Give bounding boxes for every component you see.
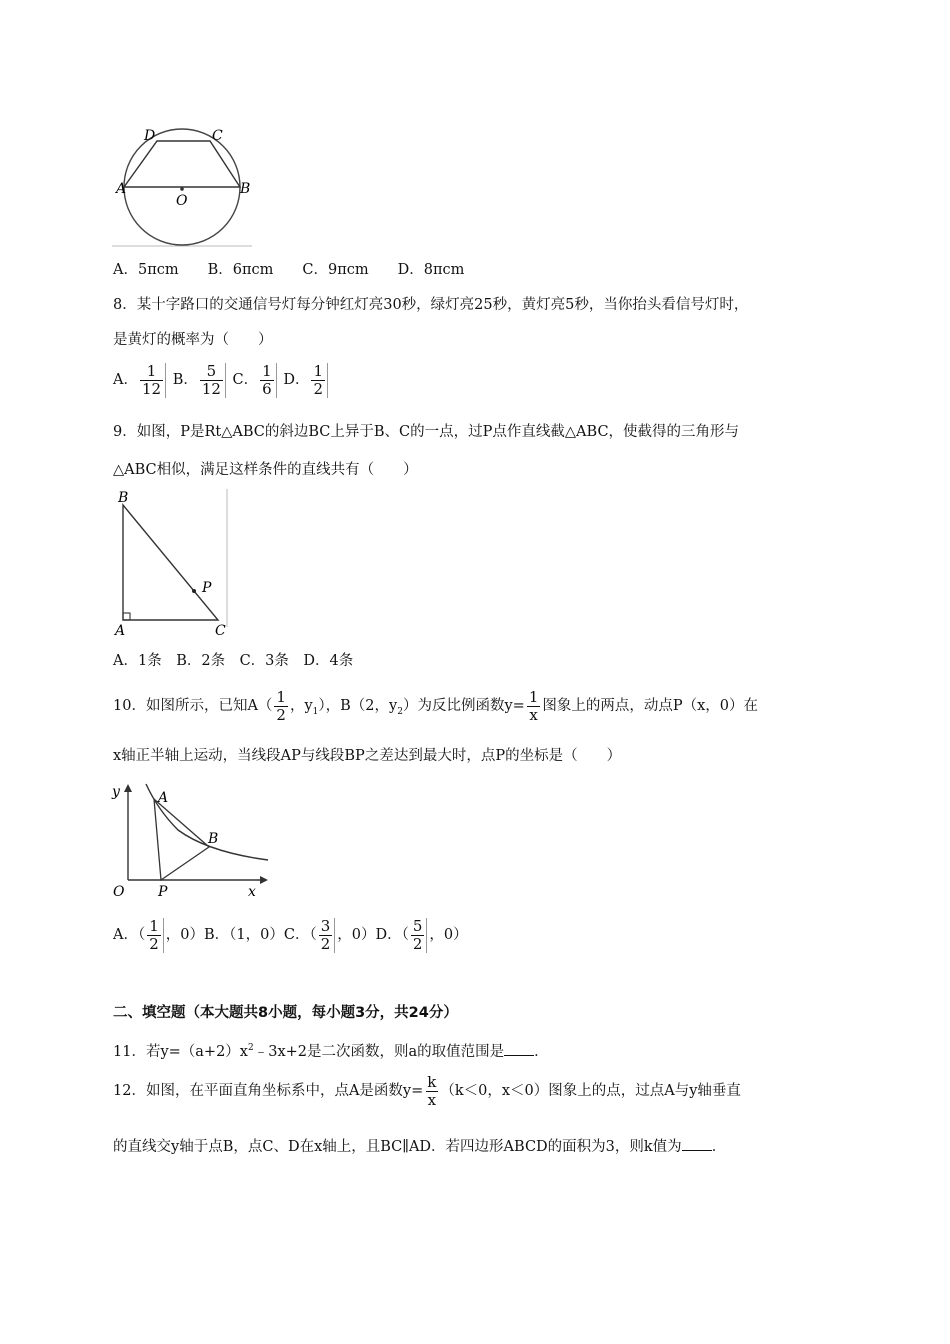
q8-line2: 是黄灯的概率为（ ）	[113, 332, 273, 348]
q10-line1: 10．如图所示，已知A（ $\frac{1}{2}$ ，$y_1$），B（2，$y_2$）为反比例函数y= $\frac{1}{x}$ 图象上的两点，动点P（x，0）在	[113, 687, 759, 724]
figure-q9-triangle	[112, 487, 232, 642]
fig10-label-a: A	[158, 790, 169, 806]
fig10-label-b: B	[208, 831, 219, 847]
fig10-label-p: P	[158, 884, 168, 900]
q8-line1: 8．某十字路口的交通信号灯每分钟红灯亮30秒，绿灯亮25秒，黄灯亮5秒，当你抬头看信号灯时，	[113, 297, 749, 313]
q9-line1: 9．如图，P是Rt△ABC的斜边BC上异于B、C的一点，过P点作直线截△ABC，使截得的三角形与	[113, 424, 740, 440]
fig7-label-c: C	[212, 128, 223, 144]
q12-line2: 的直线交y轴于点B，点C、D在x轴上，且BC∥AD．若四边形ABCD的面积为3，则k值为 ．	[113, 1139, 727, 1155]
fig10-label-x: x	[248, 884, 256, 900]
q10-function-fraction: $\frac{1}{x}$	[528, 687, 539, 724]
q10-option-d-fraction: $\frac{5}{2}$	[411, 918, 428, 953]
q12-function-fraction: $\frac{k}{x}$	[427, 1072, 437, 1109]
fig9-label-b: B	[118, 490, 129, 506]
fig7-label-a: A	[116, 181, 127, 197]
fig9-label-c: C	[215, 623, 226, 639]
q8-option-c-fraction: $\frac{1}{6}$	[260, 363, 277, 398]
fig10-label-o: O	[113, 884, 125, 900]
q8-options: A． $\frac{1}{12}$ B． $\frac{5}{12}$ C． $\frac{1}{6}$ D． $\frac{1}{2}$	[113, 360, 330, 400]
q8-option-d-fraction: $\frac{1}{2}$	[311, 363, 328, 398]
q10-option-c-fraction: $\frac{3}{2}$	[319, 918, 336, 953]
fig9-label-a: A	[115, 623, 126, 639]
section-2-heading: 二、填空题（本大题共8小题，每小题3分，共24分）	[113, 1005, 458, 1021]
q8-option-b-fraction: $\frac{5}{12}$	[200, 363, 226, 398]
fig9-label-p: P	[202, 580, 212, 596]
fig7-label-b: B	[240, 181, 251, 197]
figure-q7-circle	[112, 125, 257, 250]
fig7-label-o: O	[176, 193, 188, 209]
q10-point-a-fraction: $\frac{1}{2}$	[276, 687, 286, 724]
q11: 11．若$y=(a+2)x^2﹣3x+2$是二次函数，则a的取值范围是 ．	[113, 1043, 549, 1060]
q8-option-a-fraction: $\frac{1}{12}$	[140, 363, 166, 398]
q11-answer-blank	[504, 1043, 534, 1056]
fig10-label-y: y	[112, 784, 120, 800]
q12-answer-blank	[682, 1138, 712, 1151]
figure-q10-graph	[108, 780, 273, 900]
q10-options: A．（ $\frac{1}{2}$ ，0）B．（1，0）C．（ $\frac{3}{2}$ ，0）D．（ $\frac{5}{2}$ ，0）	[113, 916, 468, 953]
q9-options: A．1条 B．2条 C．3条 D．4条	[113, 653, 354, 669]
q9-line2: △ABC相似，满足这样条件的直线共有（ ）	[113, 462, 418, 478]
q10-line2: x轴正半轴上运动，当线段AP与线段BP之差达到最大时，点P的坐标是（ ）	[113, 748, 622, 764]
q7-options: A．5πcm B．6πcm C．9πcm D．8πcm	[113, 262, 465, 278]
fig7-label-d: D	[144, 128, 156, 144]
q12-line1: 12．如图，在平面直角坐标系中，点A是函数y= $\frac{k}{x}$ （k＜0，x＜0）图象上的点，过点A与y轴垂直	[113, 1072, 741, 1109]
q10-option-a-fraction: $\frac{1}{2}$	[147, 918, 164, 953]
